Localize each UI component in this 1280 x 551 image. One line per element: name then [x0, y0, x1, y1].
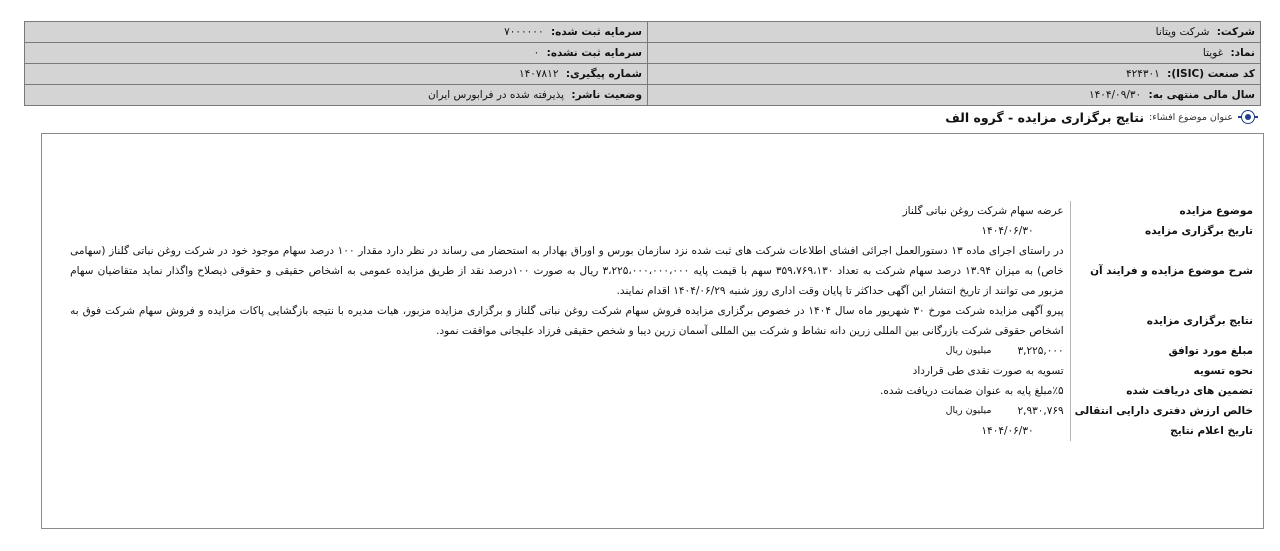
unregistered-capital-label: سرمایه ثبت نشده:: [546, 46, 642, 59]
fiscal-year-cell: [648, 85, 1261, 106]
symbol-label: نماد:: [1230, 46, 1255, 59]
industry-code-label: کد صنعت (ISIC):: [1167, 67, 1255, 80]
company-name-label: شرکت:: [1216, 25, 1255, 38]
auction-date-label: تاریخ برگزاری مزایده: [1070, 221, 1257, 241]
settlement-label: نحوه تسویه: [1070, 361, 1257, 381]
guarantees-label: تضمین های دریافت شده: [1070, 381, 1257, 401]
company-name-cell: [648, 22, 1261, 43]
unregistered-capital-value: ۰: [533, 46, 540, 59]
net-book-value-label: خالص ارزش دفتری دارایی انتقالی: [1070, 401, 1257, 421]
announcement-title: نتایج برگزاری مزایده - گروه الف: [945, 109, 1145, 125]
agreed-amount-cell: [70, 341, 1070, 361]
detail-row-subject: [70, 201, 1257, 221]
results-value: پیرو آگهی مزایده شرکت مورخ ۳۰ شهریور ماه سال ۱۴۰۴ در خصوص برگزاری مزایده فروش سهام شرکت روغن نباتی گلناز و برگزاری مزایده مزبور، هیات مدیره با نتیجه بازگشایی پاکات مزایده و فروش سهام شرکت فوق به اشخاص حقوقی شرکت بازرگانی بین المللی زرین دانه نشاط و شرکت بین المللی آسمان زرین دیبا و شخص حقیقی فرزاد علیجانی موافقت نمود.: [70, 305, 1064, 337]
tracking-number-value: ۱۴۰۷۸۱۲: [518, 67, 559, 80]
detail-row-results-date: [70, 421, 1257, 441]
announcement-title-prefix: عنوان موضوع افشاء:: [1149, 111, 1233, 123]
auction-details-panel: [41, 133, 1264, 529]
publisher-status-label: وضعیت ناشر:: [571, 88, 642, 101]
company-info-table: [24, 21, 1261, 106]
subject-label: موضوع مزایده: [1070, 201, 1257, 221]
announcement-title-row: [945, 107, 1258, 127]
detail-row-agreed-amount: [70, 341, 1257, 361]
registered-capital-value: ۷۰۰۰۰۰۰: [504, 25, 544, 38]
detail-row-guarantees: [70, 381, 1257, 401]
info-row-symbol: [25, 43, 1261, 64]
company-name-value: شرکت ویتانا: [1155, 25, 1210, 38]
results-date-value: ۱۴۰۴/۰۶/۳۰: [981, 425, 1034, 437]
registered-capital-cell: [25, 22, 648, 43]
settlement-value: تسویه به صورت نقدی طی قرارداد: [912, 365, 1064, 377]
fiscal-year-label: سال مالی منتهی به:: [1148, 88, 1255, 101]
net-book-value-value: ۲,۹۳۰,۷۶۹: [1017, 405, 1064, 417]
auction-date-value: ۱۴۰۴/۰۶/۳۰: [981, 225, 1034, 237]
agreed-amount-label: مبلغ مورد توافق: [1070, 341, 1257, 361]
description-value: در راستای اجرای ماده ۱۳ دستورالعمل اجرائی افشای اطلاعات شرکت های ثبت شده نزد سازمان بورس و اوراق بهادار به استحضار می رساند در نظر دارد مقدار ۱۰۰ درصد سهام موجود خود در شرکت روغن نباتی گلناز (سهامی خاص) به میزان ۱۳.۹۴ درصد سهام شرکت به تعداد ۳۵۹،۷۶۹،۱۳۰ سهم با قیمت پایه ۳،۲۲۵،۰۰۰،۰۰۰،۰۰۰ ریال به صورت ۱۰۰درصد نقد از طریق مزایده عمومی به اشخاص حقیقی و حقوقی ذیصلاح واگذار نماید متقاضیان سهام مزبور می توانند از تاریخ انتشار این آگهی حداکثر تا پایان وقت اداری روز شنبه ۱۴۰۴/۰۶/۲۹ اقدام نمایند.: [70, 245, 1064, 297]
info-row-industry: [25, 64, 1261, 85]
publisher-status-value: پذیرفته شده در فرابورس ایران: [427, 88, 565, 101]
radio-bullet-icon: [1238, 109, 1258, 125]
industry-code-value: ۴۲۴۳۰۱: [1125, 67, 1160, 80]
results-label: نتایج برگزاری مزایده: [1070, 301, 1257, 341]
results-date-label: تاریخ اعلام نتایج: [1070, 421, 1257, 441]
tracking-number-label: شماره پیگیری:: [565, 67, 642, 80]
symbol-value: غویتا: [1202, 46, 1224, 59]
detail-row-auction-date: [70, 221, 1257, 241]
info-row-fiscal: [25, 85, 1261, 106]
publisher-status-cell: [25, 85, 648, 106]
net-book-value-cell: [70, 401, 1070, 421]
description-label: شرح موضوع مزایده و فرایند آن: [1070, 241, 1257, 301]
net-book-value-wrap: [946, 401, 1064, 421]
fiscal-year-value: ۱۴۰۴/۰۹/۳۰: [1088, 88, 1142, 101]
agreed-amount-wrap: [946, 341, 1064, 361]
info-row-company: [25, 22, 1261, 43]
detail-row-settlement: [70, 361, 1257, 381]
agreed-amount-value: ۳,۲۲۵,۰۰۰: [1017, 345, 1064, 357]
detail-row-net-book-value: [70, 401, 1257, 421]
auction-details-table: [70, 201, 1257, 441]
unregistered-capital-cell: [25, 43, 648, 64]
registered-capital-label: سرمایه ثبت شده:: [550, 25, 642, 38]
net-book-value-unit: میلیون ریال: [945, 405, 992, 416]
symbol-cell: [648, 43, 1261, 64]
auction-date-cell: [70, 221, 1070, 241]
results-date-cell: [70, 421, 1070, 441]
detail-row-description: [70, 241, 1257, 301]
agreed-amount-unit: میلیون ریال: [945, 345, 992, 356]
guarantees-value: ٪۵مبلغ پایه به عنوان ضمانت دریافت شده.: [879, 385, 1064, 397]
industry-code-cell: [648, 64, 1261, 85]
tracking-number-cell: [25, 64, 648, 85]
detail-row-results: [70, 301, 1257, 341]
subject-value: عرضه سهام شرکت روغن نباتی گلناز: [902, 205, 1064, 217]
